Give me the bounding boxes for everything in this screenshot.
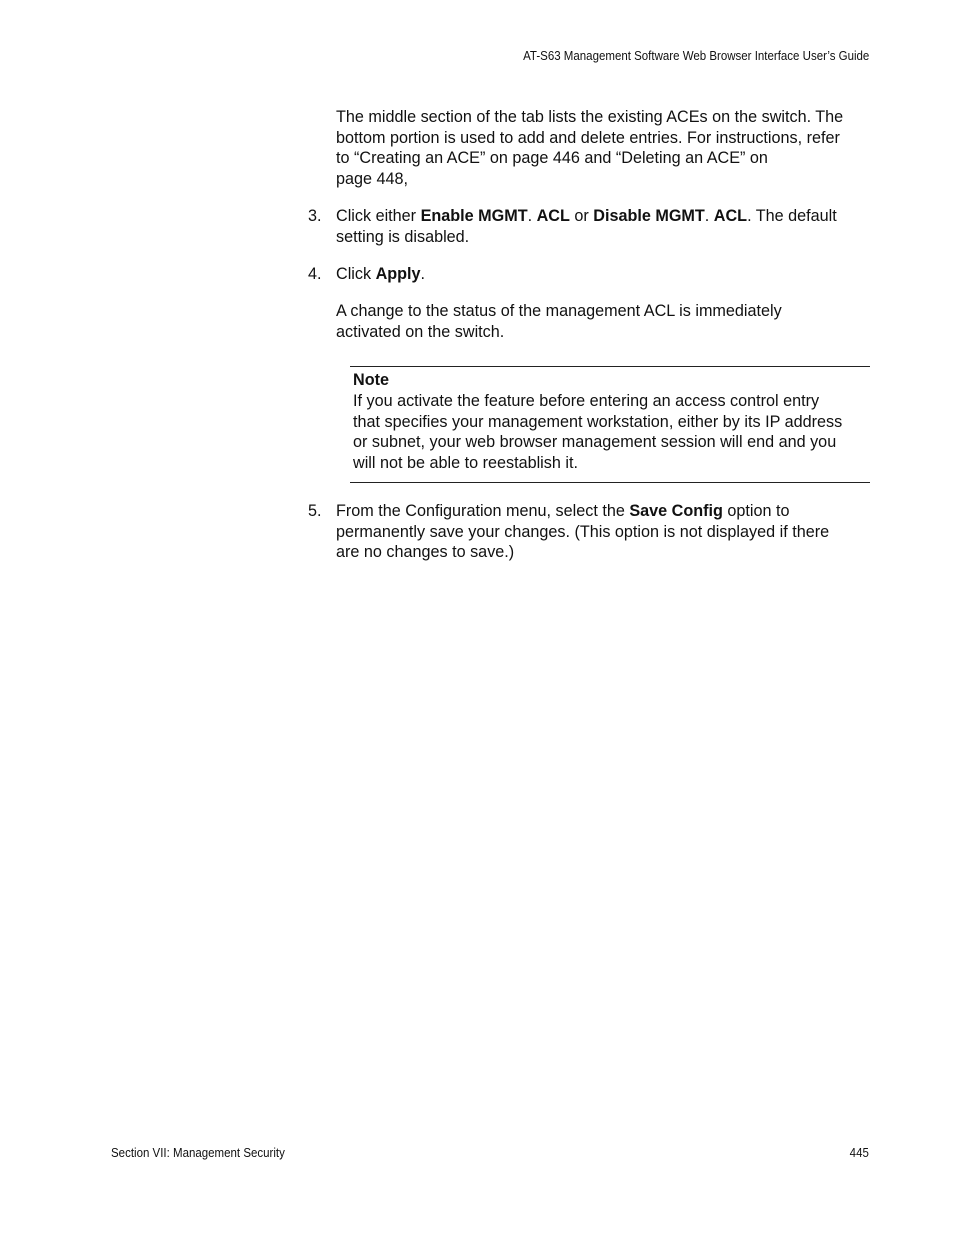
note-box: [350, 366, 870, 483]
save-config-label: Save Config: [629, 502, 723, 520]
footer-page-number: 445: [849, 1146, 869, 1160]
intro-line: page 448,: [336, 169, 409, 188]
step-5-text-part: From the Configuration menu, select the: [336, 502, 630, 520]
step-3-text-part: .: [704, 207, 714, 225]
intro-line: The middle section of the tab lists the existing ACEs on the switch. The: [336, 108, 844, 126]
step-4-text-part: Click: [336, 265, 376, 283]
step-4-detail: [336, 301, 876, 342]
step-4-line-1: [336, 264, 876, 285]
intro-line: bottom portion is used to add and delete entries. For instructions, refer: [336, 128, 840, 147]
apply-label: Apply: [375, 265, 421, 283]
disable-mgmt-label: Disable MGMT: [593, 207, 705, 225]
note-line: or subnet, your web browser management session will end and you: [353, 433, 837, 451]
step-3-text-part: . The default: [747, 207, 837, 225]
note-title: Note: [353, 371, 389, 389]
step-3-text-part: Click either: [336, 207, 421, 225]
intro-paragraph: [336, 107, 876, 189]
step-4-number: 4.: [308, 265, 322, 283]
acl-label: ACL: [713, 207, 748, 225]
running-header: AT-S63 Management Software Web Browser Interface User’s Guide: [522, 49, 869, 63]
note-line: will not be able to reestablish it.: [353, 453, 578, 472]
step-5-line-3: are no changes to save.): [336, 543, 515, 561]
step-4-text-part: .: [420, 265, 426, 283]
step-3-text-part: .: [527, 207, 537, 225]
note-body: [353, 391, 842, 473]
step-4-detail-line: A change to the status of the management ACL is immediately: [336, 302, 782, 320]
step-5-number: 5.: [308, 502, 322, 520]
footer-section: Section VII: Management Security: [111, 1146, 285, 1160]
intro-line: to “Creating an ACE” on page 446 and “Deleting an ACE” on: [336, 149, 768, 167]
acl-label: ACL: [536, 207, 570, 225]
note-line: that specifies your management workstation, either by its IP address: [353, 412, 843, 431]
enable-mgmt-label: Enable MGMT: [420, 207, 528, 225]
step-3-text-part: or: [569, 207, 594, 225]
step-5-text: [336, 501, 876, 563]
step-4-text: [336, 264, 876, 285]
step-3-text: [336, 206, 876, 247]
step-5-text-part: option to: [722, 502, 790, 520]
note-line: If you activate the feature before entering an access control entry: [353, 392, 820, 410]
step-4-detail-line: activated on the switch.: [336, 322, 505, 341]
step-5-line-2: permanently save your changes. (This option is not displayed if there: [336, 522, 830, 541]
step-3-number: 3.: [308, 207, 322, 225]
step-3-line-2: setting is disabled.: [336, 227, 470, 246]
step-3-line-1: [336, 206, 876, 227]
step-5-line-1: [336, 501, 876, 522]
